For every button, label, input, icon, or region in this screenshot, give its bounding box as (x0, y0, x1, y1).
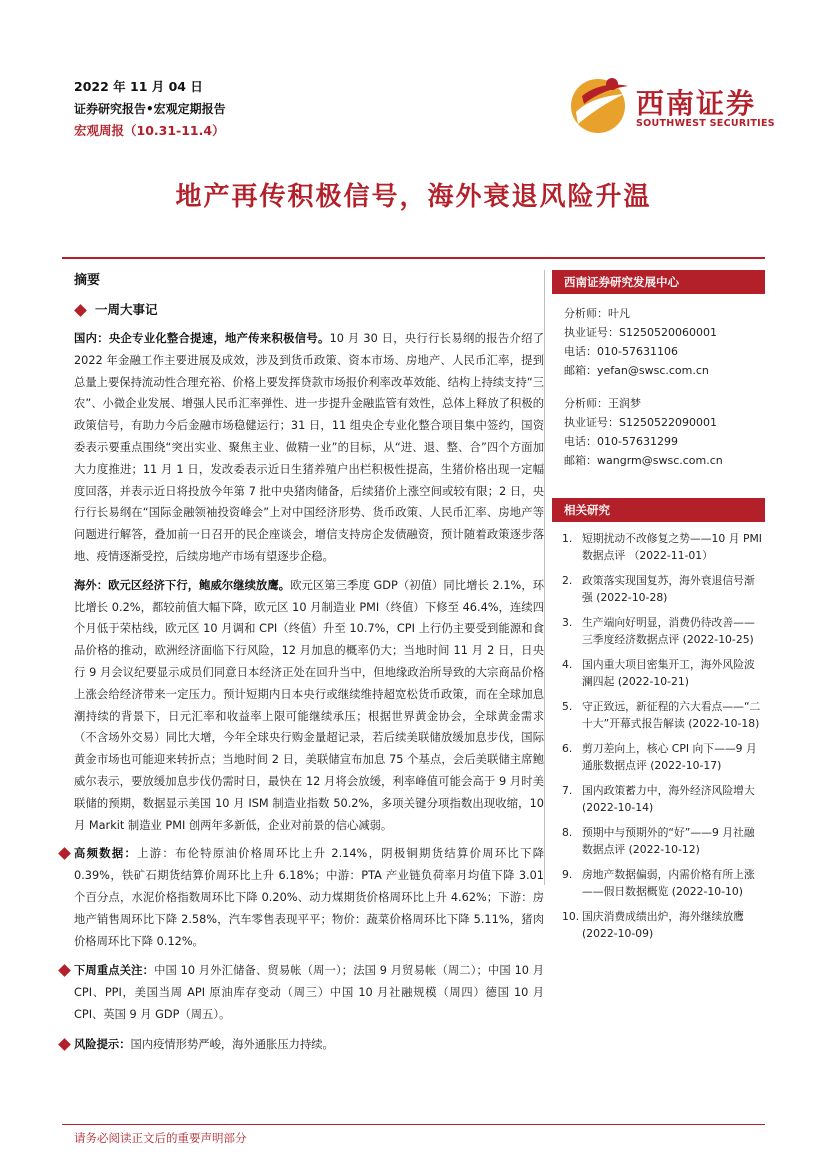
diamond-bullet-icon (58, 1038, 71, 1051)
risk-body: 国内疫情形势严峻，海外通胀压力持续。 (130, 1037, 334, 1051)
next-week-paragraph (58, 960, 544, 1025)
risk-paragraph (58, 1034, 544, 1056)
related-item[interactable]: 10. 国庆消费成绩出炉，海外继续放鹰 (2022-10-09) (562, 910, 744, 940)
company-logo (568, 72, 775, 138)
main-content (74, 270, 544, 1064)
header-divider (62, 257, 765, 259)
overseas-paragraph (74, 575, 544, 837)
sidebar-divider (544, 270, 545, 885)
domestic-paragraph (74, 328, 544, 568)
abstract-heading: 摘要 (74, 273, 101, 288)
related-research-header: 相关研究 (552, 498, 765, 522)
domestic-body: 10 月 30 日，央行行长易纲的报告介绍了 2022 年金融工作主要进展及成效，涉及到货币政策、资本市场、房地产、人民币汇率，提到总量上要保持流动性合理充裕、价格上要发挥贷款市场报价利率改革效能、结构上持续支持“三农”、小微企业发展、增强人民币汇率弹性、进一步提升金融监管有效性，总体上释放了积极的政策信号，有助力今后金融市场稳健运行；31 日，11 组央企专业化整合项目集中签约，国资委表示要重点围绕“突出实业、聚焦主业、做精一业”的目标，从“进、退、整、合”四个方面加大力度推进；11 月 1 日，发改委表示近日生猪养殖户出栏积极性提高，生猪价格出现一定幅度回落，并表示近日将投放今年第 7 批中央猪肉储备，后续猪价上涨空间或较有限；2 日，央行行长易纲在“国际金融领袖投资峰会”上对中国经济形势、货币政策、人民币汇率、房地产等问题进行解答，叠加前一日召开的民企座谈会，增信支持房企发债融资，预计随着政策逐步落地、疫情逐渐受控，后续房地产市场有望逐步企稳。 (74, 332, 544, 563)
report-title: 地产再传积极信号，海外衰退风险升温 (175, 182, 652, 212)
analyst-block-1 (552, 294, 765, 470)
related-item[interactable]: 9. 房地产数据偏弱，内需价格有所上涨——假日数据概览 (2022-10-10) (562, 868, 755, 898)
logo-english-name: SOUTHWEST SECURITIES (636, 118, 775, 129)
related-item[interactable]: 1. 短期扰动不改修复之势——10 月 PMI 数据点评 （2022-11-01） (562, 532, 762, 562)
high-frequency-lead: 高频数据： (74, 847, 138, 861)
related-item[interactable]: 7. 国内政策蓄力中，海外经济风险增大 (2022-10-14) (562, 784, 755, 814)
sidebar (552, 270, 765, 950)
related-item[interactable]: 3. 生产端向好明显，消费仍待改善——三季度经济数据点评 (2022-10-25) (562, 616, 755, 646)
related-item[interactable]: 4. 国内重大项目密集开工，海外风险波澜四起 (2022-10-21) (562, 658, 755, 688)
diamond-bullet-icon (74, 304, 87, 317)
related-item[interactable]: 8. 预期中与预期外的“好”——9 月社融数据点评 (2022-10-12) (562, 826, 755, 856)
report-type: 证券研究报告•宏观定期报告 (74, 102, 226, 116)
analyst-phone: 电话：010-57631299 (564, 435, 678, 448)
risk-lead: 风险提示： (74, 1037, 131, 1051)
logo-emblem-icon (568, 72, 632, 136)
analyst-phone: 电话：010-57631106 (564, 345, 678, 358)
related-item[interactable]: 6. 剪刀差向上，核心 CPI 向下——9 月通胀数据点评 (2022-10-17) (562, 742, 757, 772)
week-events-label: 一周大事记 (95, 302, 158, 317)
report-date: 2022 年 11 月 04 日 (74, 79, 203, 94)
domestic-lead: 国内：央企专业化整合提速，地产传来积极信号。 (74, 332, 330, 345)
analyst-license: 执业证号：S1250522090001 (564, 416, 717, 429)
logo-chinese-name: 西南证券 (636, 87, 757, 120)
related-item[interactable]: 2. 政策落实现国复苏，海外衰退信号渐强 (2022-10-28) (562, 574, 755, 604)
report-series: 宏观周报（10.31-11.4） (74, 123, 225, 138)
related-research-list (552, 522, 765, 942)
overseas-lead: 海外：欧元区经济下行，鲍威尔继续放鹰。 (74, 578, 291, 592)
next-week-body: 中国 10 月外汇储备、贸易帐（周一）；法国 9 月贸易帐（周二）；中国 10 月 CPI、PPI，美国当周 API 原油库存变动（周三）中国 10 月社融规模（周四）德国 10 月 CPI、英国 9 月 GDP（周五）。 (74, 964, 544, 1021)
high-frequency-paragraph (58, 843, 544, 952)
week-events-heading (74, 300, 544, 320)
analyst-email[interactable]: 邮箱：wangrm@swsc.com.cn (564, 454, 723, 467)
research-center-header: 西南证券研究发展中心 (552, 270, 765, 294)
overseas-body: 欧元区第三季度 GDP（初值）同比增长 2.1%，环比增长 0.2%，都较前值大幅下降，欧元区 10 月制造业 PMI（终值）下修至 46.4%，连续四个月低于荣枯线，欧元区 10 月调和 CPI（终值）升至 10.7%，CPI 上行仍主要受到能源和食品价格的推动，欧洲经济面临下行风险，12 月加息的概率仍大；当地时间 11 月 2 日，日央行 9 月会议纪要显示成员们同意日本经济正处在回升当中，但地缘政治所导致的大宗商品价格上涨会给经济带来一定压力。预计短期内日本央行或继续维持超宽松货币政策，而在全球加息潮持续的背景下，日元汇率和收益率上限可能继续承压；根据世界黄金协会，全球黄金需求（不含场外交易）同比大增，今年全球央行购金量超记录，若后续美联储放缓加息步伐，国际黄金市场也可能迎来转折点；当地时间 2 日，美联储宣布加息 75 个基点，会后美联储主席鲍威尔表示，要放缓加息步伐仍需时日，最快在 12 月将会放缓，利率峰值可能会高于 9 月时美联储的预期，数据显示美国 10 月 ISM 制造业指数 50.2%，多项关键分项指数出现收缩，10 月 Markit 制造业 PMI 创两年多新低，企业对前景的信心减弱。 (74, 578, 544, 832)
related-item[interactable]: 5. 守正致远，新征程的六大看点——“二十大”开幕式报告解读 (2022-10-18) (562, 700, 761, 730)
analyst-license: 执业证号：S1250520060001 (564, 326, 717, 339)
diamond-bullet-icon (58, 964, 71, 977)
analyst-name: 分析师：叶凡 (564, 307, 630, 320)
header-meta (74, 76, 226, 142)
diamond-bullet-icon (58, 847, 71, 860)
footer-disclaimer: 请务必阅读正文后的重要声明部分 (74, 1131, 247, 1145)
analyst-name: 分析师：王润梦 (564, 397, 641, 410)
high-frequency-body: 上游：布伦特原油价格周环比上升 2.14%，阴极铜期货结算价周环比下降 0.39%，铁矿石期货结算价周环比上升 6.18%；中游：PTA 产业链负荷率月均值下降 3.01 个百分点，水泥价格指数周环比下降 0.20%、动力煤期货价格周环比上升 4.62%；下游：房地产销售周环比下降 2.58%，汽车零售表现平平；物价：蔬菜价格周环比下降 5.11%，猪肉价格周环比下降 0.12%。 (74, 847, 544, 948)
footer-divider (62, 1124, 765, 1125)
analyst-email[interactable]: 邮箱：yefan@swsc.com.cn (564, 364, 709, 377)
next-week-lead: 下周重点关注： (74, 964, 155, 978)
